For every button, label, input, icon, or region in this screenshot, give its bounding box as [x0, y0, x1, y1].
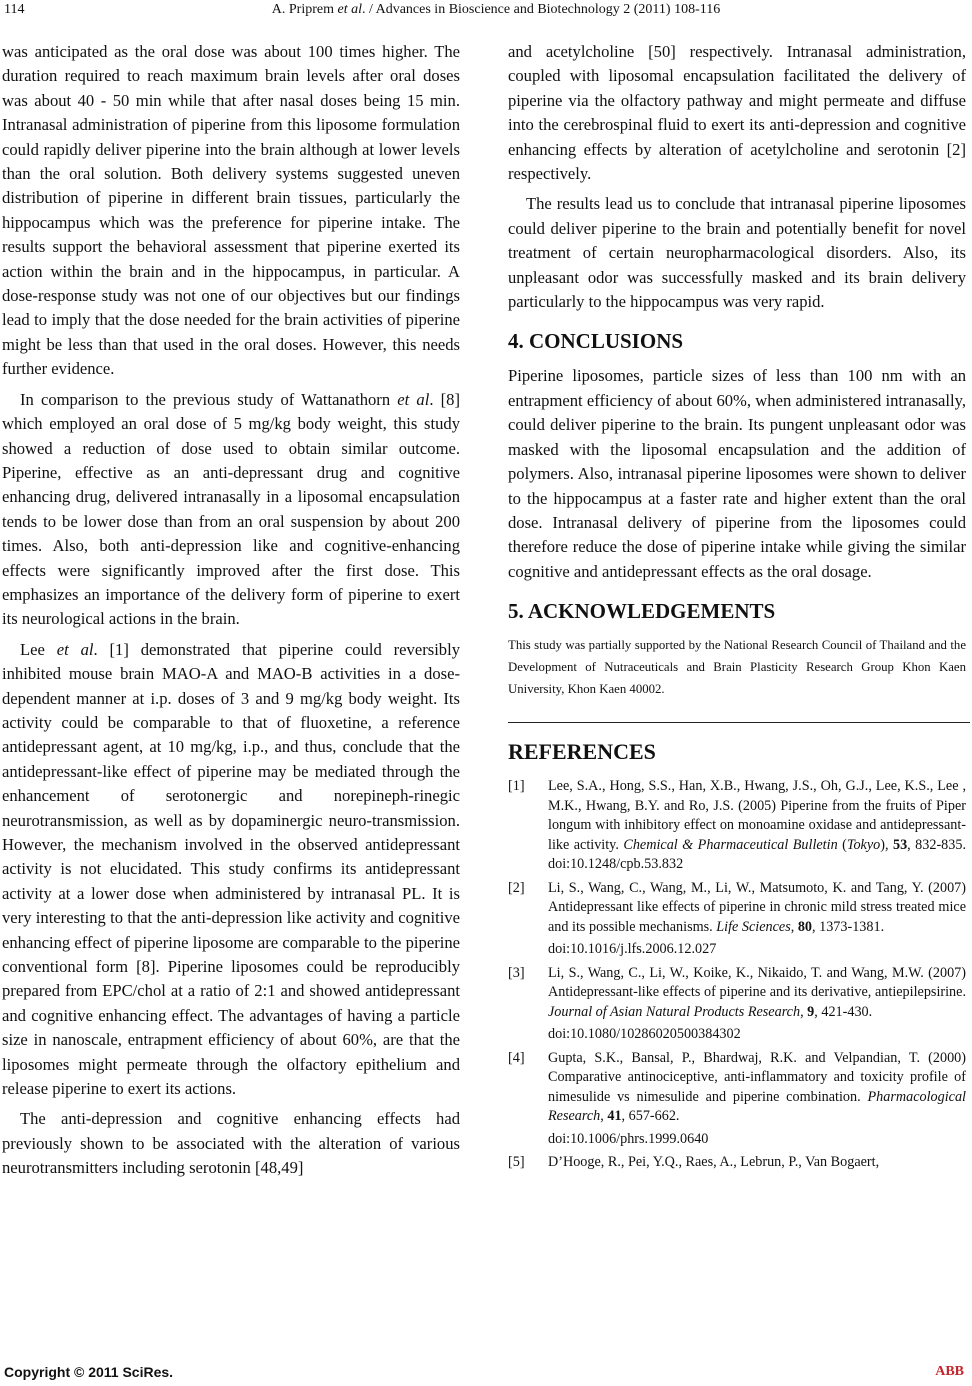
reference-journal: Pharmacological Research [548, 1088, 966, 1125]
references-divider [508, 722, 970, 723]
reference-number: [1] [508, 778, 525, 795]
acknowledgements-heading: 5. ACKNOWLEDGEMENTS [508, 599, 776, 624]
reference-doi[interactable]: doi:10.1080/10286020500384302 [548, 1026, 741, 1043]
reference-number: [4] [508, 1049, 525, 1066]
reference-text: Li, S., Wang, C., Li, W., Koike, K., Nikaido, T. and Wang, M.W. (2007) Antidepressant-like effects of piperine and its derivative, antiepilepsirine. [548, 964, 966, 1001]
reference-volume: 41 [607, 1108, 622, 1125]
conclusions-text: Piperine liposomes, particle sizes of less than 100 nm with an entrapment efficiency of about 60%, when administered intranasally, could deliver piperine to the brain. Its pungent unpleasant odor was masked with the liposomal encapsulation and the addition of polymers. Also, intranasal piperine liposomes were shown to deliver to the hippocampus at a faster rate and higher extent than the oral dose. Intranasal delivery of piperine from the liposomes could therefore reduce the dose of piperine intake while giving the similar cognitive and antidepressant effects as the oral dosage. [508, 366, 966, 581]
left-paragraph-3-et-al: et al [56, 639, 94, 659]
left-paragraph-2 [2, 388, 460, 632]
reference-pages: , 832-835. doi:10.1248/cpb.53.832 [548, 836, 966, 873]
reference-journal: Journal of Asian Natural Products Research [548, 1003, 801, 1020]
reference-pages: , 657-662. [621, 1108, 680, 1125]
left-paragraph-2-et-al: et al [397, 389, 430, 409]
reference-text: Gupta, S.K., Bansal, P., Bhardwaj, R.K. and Velpandian, T. (2000) Comparative antinociceptive, anti-inflammatory and toxicity profile of nimesulide vs nimesulide and piperine combination. [548, 1049, 966, 1105]
reference-text: Lee, S.A., Hong, S.S., Han, X.B., Hwang, J.S., Oh, G.J., Lee, K.S., Lee , M.K., Hwang, B.Y. and Ro, J.S. (2005) Piperine from the fruits of Piper longum with inhibitory effect on monoamine oxidase and antidepressant-like activity. [548, 778, 966, 853]
reference-item [508, 879, 966, 960]
reference-body [548, 964, 966, 1045]
reference-item [508, 964, 966, 1045]
reference-volume: 53 [892, 836, 908, 853]
left-paragraph-4: The anti-depression and cognitive enhancing effects had previously shown to be associated with the alteration of various neurotransmitters including serotonin [48,49] [2, 1109, 460, 1178]
header-authors: A. Priprem [271, 2, 338, 17]
reference-separator: ( [837, 836, 847, 853]
reference-doi[interactable]: doi:10.1006/phrs.1999.0640 [548, 1130, 709, 1147]
reference-separator: , [600, 1108, 608, 1125]
reference-volume: 9 [807, 1003, 815, 1020]
references-heading: REFERENCES [508, 739, 656, 765]
reference-body [548, 1049, 966, 1150]
reference-item [508, 1153, 966, 1173]
left-paragraph-3 [2, 638, 460, 1102]
reference-doi[interactable]: doi:10.1016/j.lfs.2006.12.027 [548, 941, 717, 958]
reference-number: [3] [508, 964, 525, 981]
reference-number: [2] [508, 879, 525, 896]
reference-body [548, 1153, 966, 1173]
left-paragraph-1: was anticipated as the oral dose was about 100 times higher. The duration required to reach maximum brain levels after oral doses was about 40 - 50 min while that after nasal doses being 15 min. Intranasal administration of piperine from this liposome formulation could rapidly deliver piperine into the brain although at lower levels than the oral solution. Both delivery systems suggested uneven distribution of piperine in different brain tissues, particularly the hippocampus which was the preference for piperine intake. The results support the behavioral assessment that piperine exerted its action within the brain and in the hippocampus, in particular. A dose-response study was not one of our objectives but our findings lead to imply that the dose needed for the brain activities of piperine might be less than that used in the oral doses. However, this needs further evidence. [2, 42, 460, 379]
journal-abbreviation: ABB [935, 1364, 964, 1379]
reference-pages: , 1373-1381. [812, 918, 885, 935]
header-et-al: et al [337, 2, 362, 17]
reference-text: Li, S., Wang, C., Wang, M., Li, W., Matsumoto, K. and Tang, Y. (2007) Antidepressant like effects of piperine in chronic mild stress treated mice and its possible mechanisms. [548, 879, 966, 935]
page-number: 114 [4, 2, 25, 17]
left-paragraph-2-rest: . [8] which employed an oral dose of 5 mg/kg body weight, this study showed a reduction of dose used to obtain similar outcome. Piperine, effective as an anti-depressant drug and cognitive enhancing drug, delivered intranasally in a liposomal encapsulation tends to be lower dose than from an oral suspension by about 200 times. Also, both anti-depression like and cognitive-enhancing effects were significantly improved after the first dose. This emphasizes an importance of the delivery form of piperine to exert its neurological actions in the brain. [2, 389, 460, 629]
reference-journal: Chemical & Pharmaceutical Bulletin [623, 836, 838, 853]
conclusions-heading: 4. CONCLUSIONS [508, 329, 684, 354]
right-paragraph-2: The results lead us to conclude that intranasal piperine liposomes could deliver piperine to the brain and potentially benefit for novel treatment of certain neuropharmacological disorders. Also, its unpleasant odor was successfully masked and its brain delivery particularly to the hippocampus was very rapid. [508, 194, 966, 312]
left-paragraph-3-start: Lee [20, 639, 57, 659]
reference-item [508, 777, 966, 875]
reference-body [548, 777, 966, 875]
right-paragraph-1: and acetylcholine [50] respectively. Intranasal administration, coupled with liposomal encapsulation facilitated the delivery of piperine via the olfactory pathway and might permeate and diffuse into the cerebrospinal fluid to exert its anti-depression and cognitive enhancing effects by alteration of acetylcholine and serotonin [2] respectively. [508, 42, 966, 184]
reference-text: D’Hooge, R., Pei, Y.Q., Raes, A., Lebrun, P., Van Bogaert, [548, 1154, 880, 1171]
page-footer [0, 1364, 972, 1386]
reference-list [508, 777, 966, 1173]
reference-body [548, 879, 966, 960]
reference-item [508, 1049, 966, 1150]
copyright-notice: Copyright © 2011 SciRes. [4, 1364, 174, 1380]
left-column [2, 40, 460, 1181]
running-header [0, 0, 972, 22]
reference-journal-location: Tokyo [846, 836, 881, 853]
left-paragraph-2-start: In comparison to the previous study of Wattanathorn [20, 389, 398, 409]
reference-journal: Life Sciences [716, 918, 791, 935]
reference-separator: , [790, 918, 798, 935]
reference-number: [5] [508, 1154, 525, 1171]
header-journal: . / Advances in Bioscience and Biotechnology 2 (2011) 108-116 [361, 2, 721, 17]
right-column [508, 40, 966, 1177]
reference-volume: 80 [797, 918, 813, 935]
running-title [0, 2, 972, 18]
left-paragraph-3-rest: . [1] demonstrated that piperine could reversibly inhibited mouse brain MAO-A and MAO-B activities in a dose-dependent manner at i.p. doses of 3 and 9 mg/kg body weight. Its activity could be comparable to that of fluoxetine, a reference antidepressant agent, at 10 mg/kg, i.p., and thus, conclude that the antidepressant-like effect of piperine may be mediated through the enhancement of serotonergic and norepineph-rinegic neurotransmission, as well as by dopaminergic neuro-transmission. However, the mechanism involved in the observed antidepressant activity is not elucidated. This study confirms its antidepressant activity at a lower dose when administered by intranasal PL. It is very interesting to that the anti-depression like activity and cognitive enhancing effect of piperine liposome are comparable to the piperine conventional form [8]. Piperine liposomes could be reproducibly prepared from EPC/chol at a ratio of 2:1 and showed antidepressant and cognitive enhancing effect. The advantages of having a particle size in nanoscale, entrapment efficiency of about 60%, are that the liposomes might permeate through the olfactory epithelium and release piperine to exert its actions. [2, 639, 461, 1099]
reference-separator: ), [880, 836, 893, 853]
acknowledgements-text: This study was partially supported by the National Research Council of Thailand and the Development of Nutraceuticals and Brain Plasticity Research Group Khon Kaen University, Khon Kaen 40002. [508, 638, 966, 697]
reference-separator: , [800, 1003, 808, 1020]
reference-pages: , 421-430. [814, 1003, 873, 1020]
